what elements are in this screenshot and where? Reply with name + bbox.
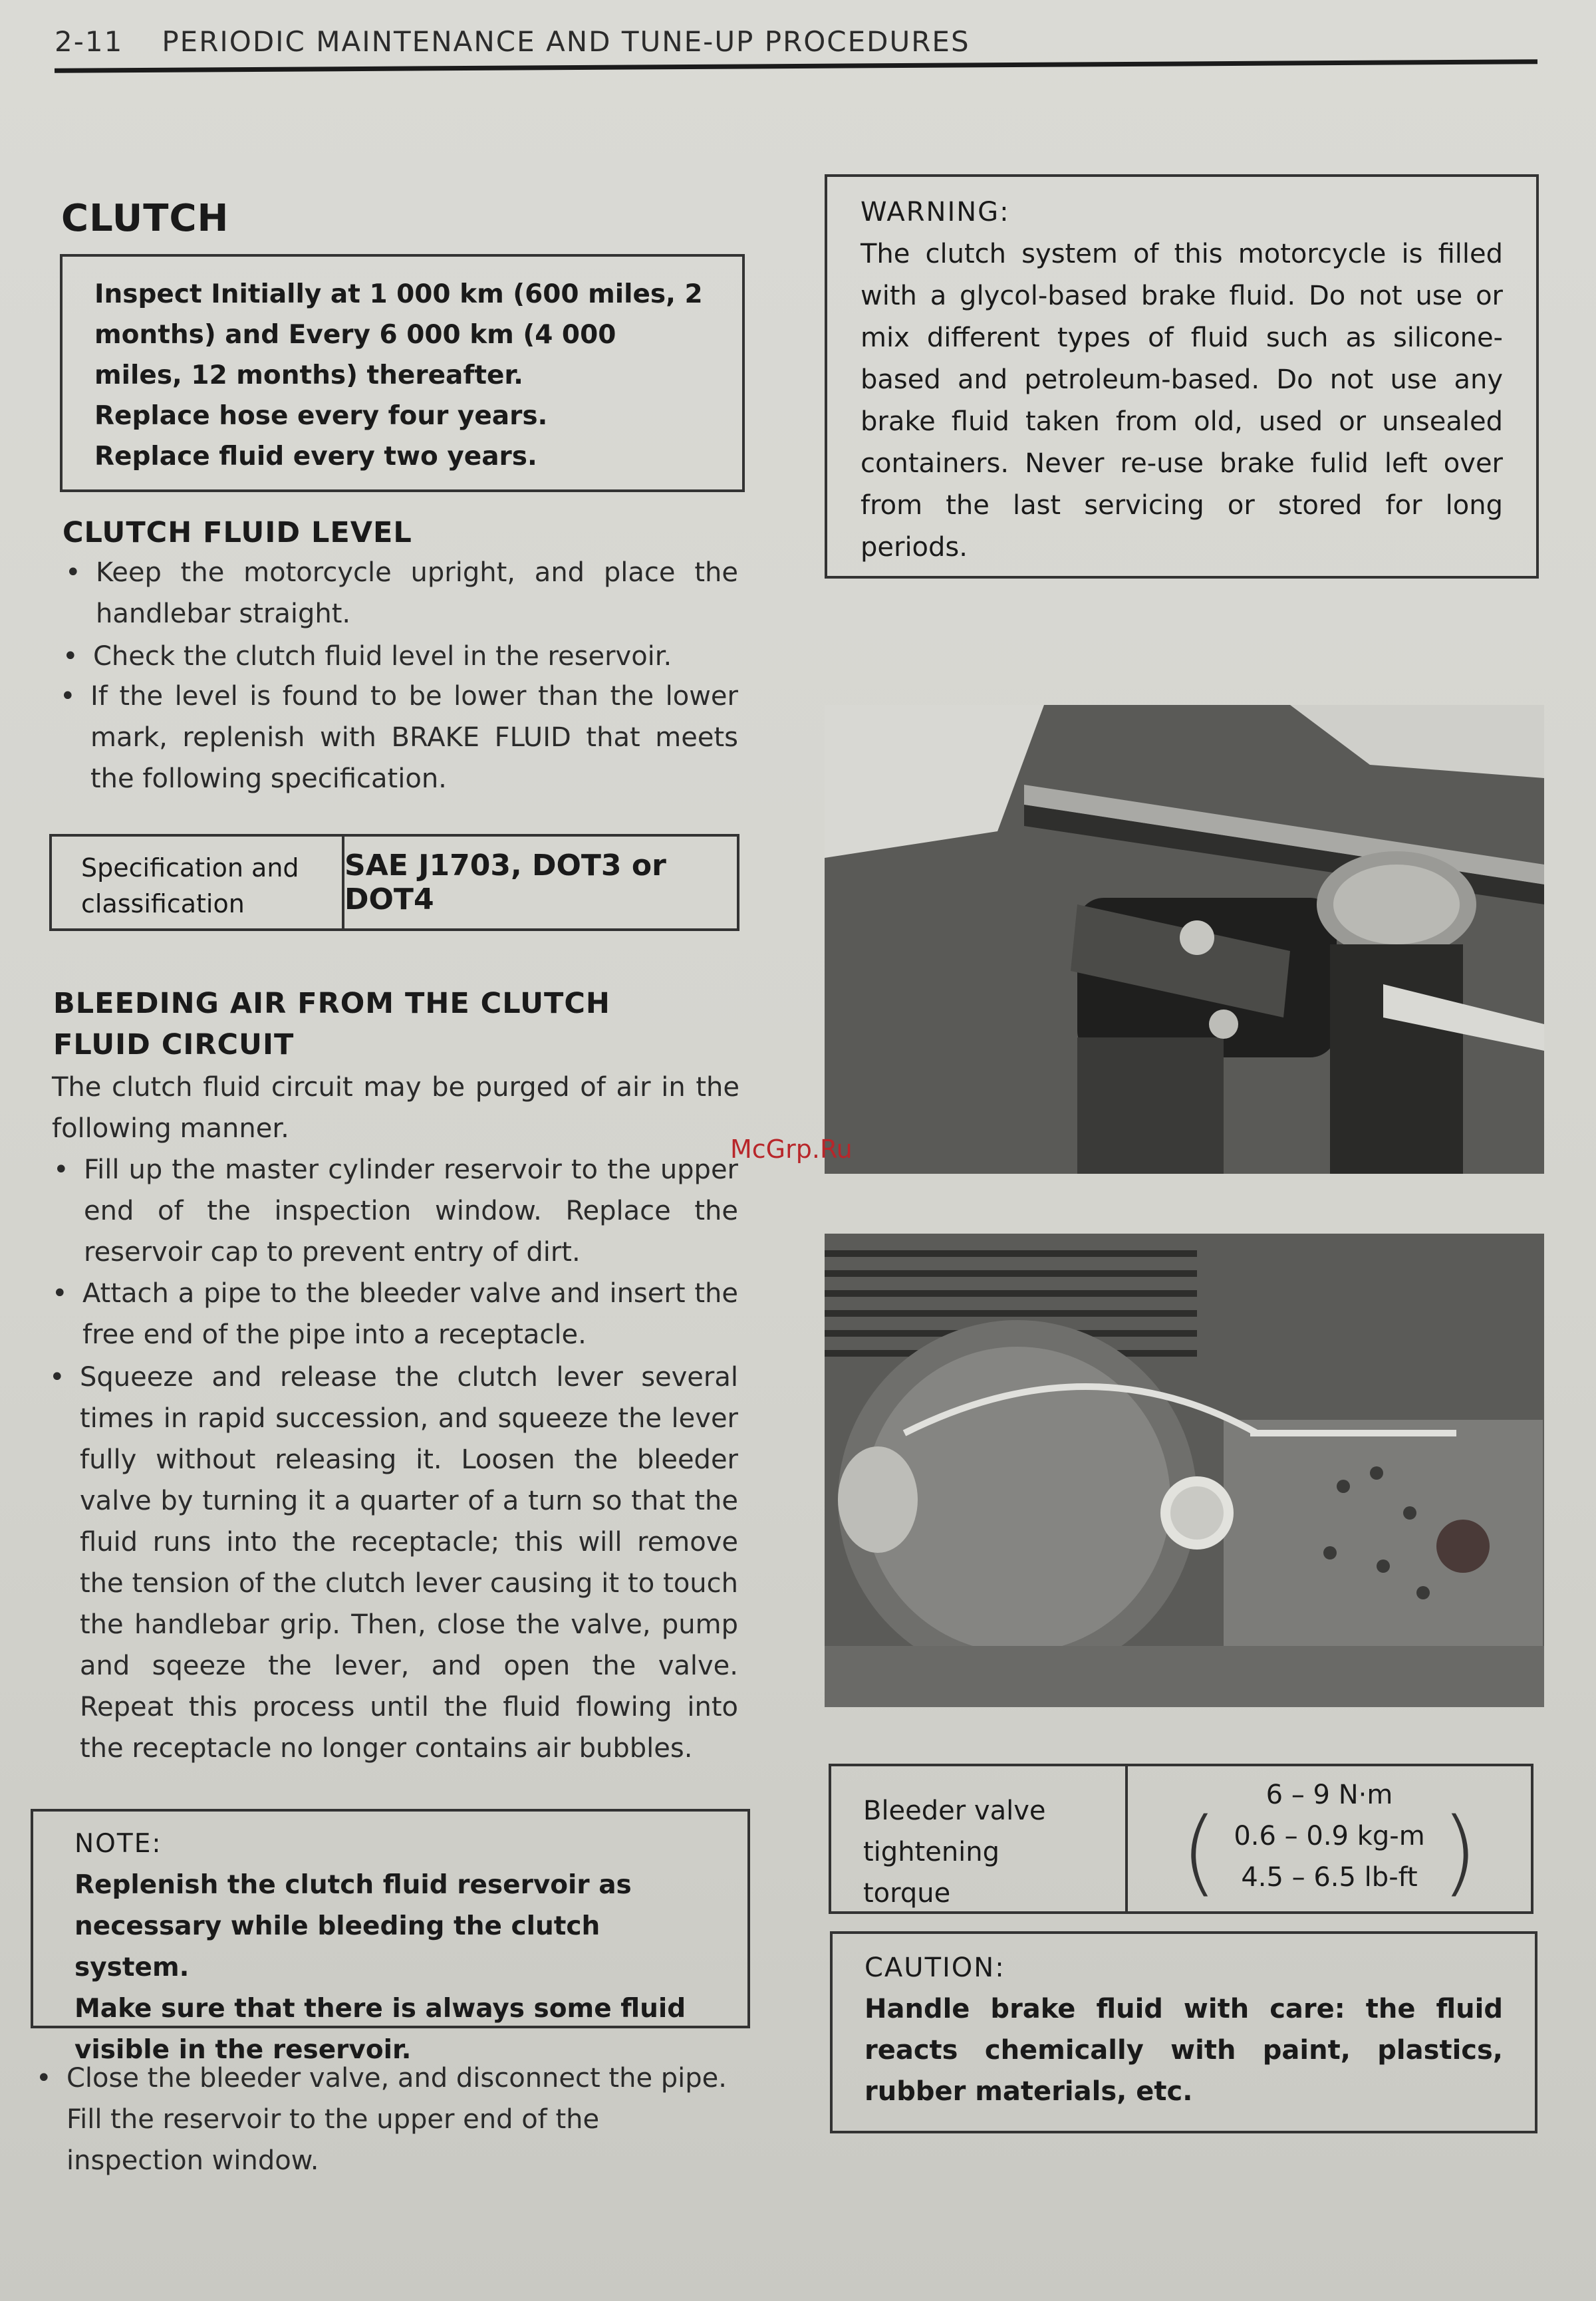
page-header: [55, 25, 1537, 58]
bullet-icon: •: [52, 1278, 68, 1309]
spec-table: [49, 834, 739, 931]
clutch-title: CLUTCH: [61, 197, 229, 240]
torque-kgm: 0.6 – 0.9 kg-m: [1234, 1821, 1425, 1851]
list-item: • If the level is found to be lower than the lower mark, replenish with BRAKE FLUID that meets the following specification.: [90, 676, 738, 799]
torque-table: [829, 1764, 1533, 1914]
caution-text: Handle brake fluid with care: the fluid reacts chemically with paint, plastics, rubber materials, etc.: [864, 1994, 1503, 2107]
bullet-icon: •: [60, 681, 76, 712]
open-paren-icon: (: [1181, 1798, 1218, 1907]
torque-values: [1128, 1766, 1531, 1911]
replace-fluid: Replace fluid every two years.: [94, 442, 537, 472]
warning-text: The clutch system of this motorcycle is filled with a glycol-based brake fluid. Do not use or mix different types of fluid such as silicone-based and petroleum-based. Do not use any brake fluid taken from old, used or unsealed containers. Never re-use brake fulid left over from the last servicing or stored for long periods.: [861, 239, 1503, 563]
bleeder-valve-photo: [825, 1234, 1544, 1707]
header-rule: [55, 59, 1537, 73]
reservoir-photo-art: [825, 705, 1544, 1174]
list-item: • Attach a pipe to the bleeder valve and insert the free end of the pipe into a receptacle.: [82, 1273, 738, 1355]
clutch-reservoir-photo: [825, 705, 1544, 1174]
torque-label: Bleeder valve tightening torque: [831, 1766, 1128, 1911]
bullet-icon: •: [65, 557, 81, 588]
torque-nm: 6 – 9 N·m: [1265, 1780, 1393, 1810]
page-number: 2-11: [55, 25, 124, 58]
bleeder-photo-art: [825, 1234, 1544, 1707]
list-item: • Keep the motorcycle upright, and place the handlebar straight.: [96, 552, 738, 634]
inspection-box: [60, 254, 745, 492]
bullet-icon: •: [53, 1154, 69, 1185]
note-title: NOTE:: [74, 1829, 162, 1859]
list-item: • Squeeze and release the clutch lever several times in rapid succession, and squeeze the lever fully without releasing it. Loosen the bleeder valve by turning it a quarter of a turn so that the fluid runs into the receptacle; this will remove the tension of the clutch lever causing it to touch the handlebar grip. Then, close the valve, pump and sqeeze the lever, and open the valve. Repeat this process until the fluid flowing into the receptacle no longer contains air bubbles.: [80, 1357, 738, 1769]
note-box: [31, 1809, 750, 2065]
bullet-icon: •: [49, 1362, 65, 1393]
note-line: Make sure that there is always some fluid visible in the reservoir.: [74, 1994, 686, 2065]
torque-lbft: 4.5 – 6.5 lb-ft: [1241, 1862, 1418, 1893]
section-title: PERIODIC MAINTENANCE AND TUNE-UP PROCEDURES: [162, 25, 970, 58]
inspection-interval: Inspect Initially at 1 000 km (600 miles, 2 months) and Every 6 000 km (4 000 miles, 12 months) thereafter.: [94, 279, 703, 390]
bleeding-intro: The clutch fluid circuit may be purged of air in the following manner.: [52, 1072, 739, 1144]
note-line: Replenish the clutch fluid reservoir as necessary while bleeding the clutch system.: [74, 1870, 632, 1982]
bullet-icon: •: [63, 641, 78, 672]
bleeding-heading: BLEEDING AIR FROM THE CLUTCH FLUID CIRCUIT: [53, 987, 610, 1061]
spec-value: SAE J1703, DOT3 or DOT4: [344, 849, 666, 916]
list-item: • Fill up the master cylinder reservoir to the upper end of the inspection window. Replace the reservoir cap to prevent entry of dirt.: [84, 1149, 738, 1273]
warning-box: [825, 174, 1539, 579]
fluid-level-heading: CLUTCH FLUID LEVEL: [63, 516, 412, 549]
list-item: • Close the bleeder valve, and disconnect the pipe. Fill the reservoir to the upper end of the inspection window.: [66, 2058, 732, 2181]
bullet-icon: •: [36, 2063, 52, 2094]
list-item: • Check the clutch fluid level in the reservoir.: [93, 636, 738, 677]
close-paren-icon: ): [1441, 1798, 1478, 1907]
watermark: McGrp.Ru: [730, 1135, 853, 1164]
caution-box: [830, 1931, 1537, 2133]
replace-hose: Replace hose every four years.: [94, 401, 548, 431]
warning-title: WARNING:: [861, 197, 1010, 227]
caution-title: CAUTION:: [864, 1953, 1005, 1983]
spec-label: Specification and classification: [52, 837, 344, 928]
